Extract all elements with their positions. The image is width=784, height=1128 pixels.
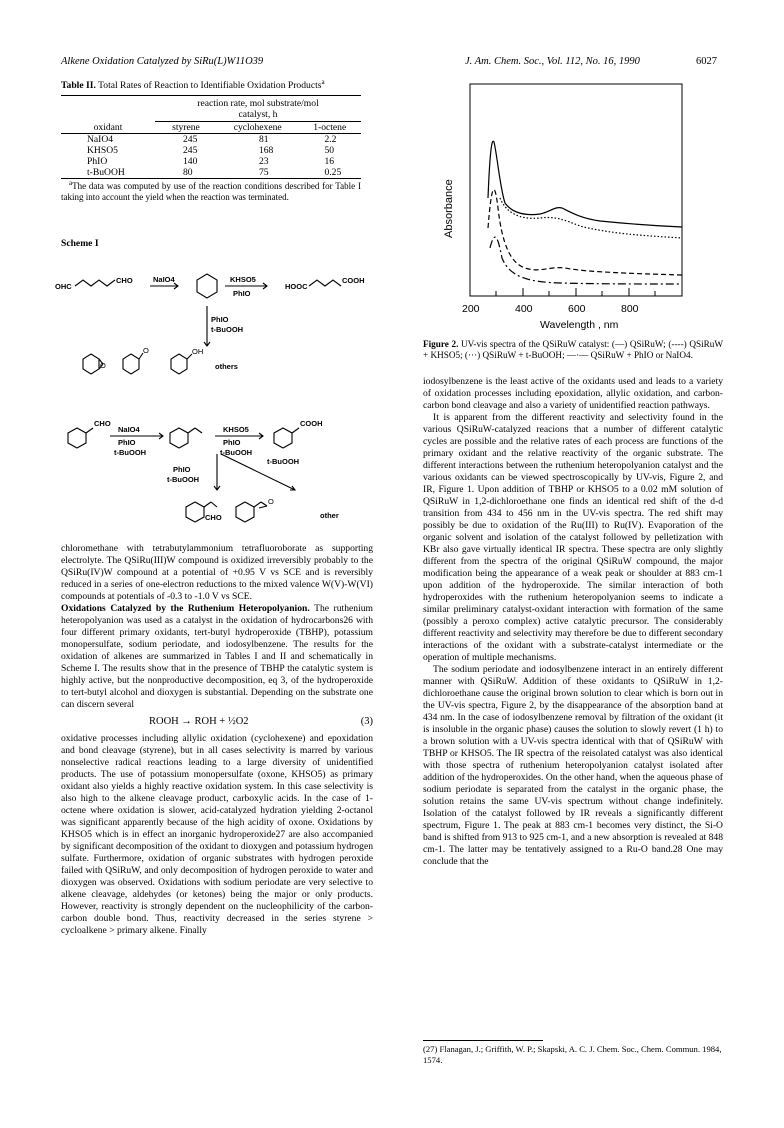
paragraph: chloromethane with tetrabutylammonium tetrafluoroborate as supporting electrolyte. The QSiRu(III)W compound is oxidized irreversibly probably to the QSiRu(IV)W compound at a potential of +0.95 V vs SCE and is reversibly reduced in a series of one-electron reductions to the mixed valence W(V)-W(VI) compounds at potentials of -0.3 to -1.0 V vs SCE. (61, 543, 373, 602)
cyclohexene-ring-1 (197, 274, 217, 298)
zigzag-chain-1 (75, 280, 115, 286)
col-header-cyclohexene: cyclohexene (233, 122, 282, 133)
spectrum-phio-naio4 (490, 237, 682, 284)
x-axis-label: Wavelength , nm (540, 319, 619, 331)
scheme-down1-tbuooh: t-BuOOH (211, 325, 244, 334)
svg-text:O: O (143, 346, 149, 355)
spectrum-khso5 (488, 190, 682, 275)
scheme-r2-phio-2: PhIO (223, 438, 241, 447)
enol-ring (171, 354, 187, 374)
scheme-others: others (215, 362, 238, 371)
left-text-column: chloromethane with tetrabutylammonium tetrafluoroborate as supporting electrolyte. The QSiRu(III)W compound is oxidized irreversibly probably to the QSiRu(IV)W compound at a potential of +0.95 V vs SCE and is reversibly reduced in a series of one-electron reductions to the mixed valence W(V)-W(VI) compounds at potentials of -0.3 to -1.0 V vs SCE. Oxidations Catalyzed by the Ruthenium Heteropolyanion. The ruthenium heteropolyanion was used as a catalyst in the oxidation of hydrocarbons26 with four different primary oxidants, tert-butyl hydroperoxide (TBHP), potassium monopersulfate, sodium periodate, and iodosylbenzene. The results for the oxidation of alkenes are summarized in Tables I and II and schematically in Scheme I. The results show that in the presence of TBHP the catalytic system is highly active, but the nonproductive decomposition, eq 3, of the hydroperoxide to tert-butyl alcohol and dioxygen is substantial. Depending on the substrate one can discern several ROOH → ROH + ½O2 (3) oxidative processes including allylic oxidation (cyclohexene) and epoxidation and bond cleavage (styrene), but in all cases selectivity is marred by various nonselective radical reactions leading to a large diversity of unidentified products. The use of potassium monopersulfate (oxone, KHSO5) as primary oxidant also yields a highly reactive oxidation system. In this case selectivity is also high to the alkene cleavage product, carboxylic acids. In the case of 1-octene where oxidation is slower, acid-catalyzed hydration yielding 2-octanol was significant apparently because of the high acidity of oxone. Oxidations by KHSO5 which is in effect an inorganic hydroperoxide27 are also accompanied by significant decomposition of the oxidant to dioxygen and potassium hydrogen sulfate. Furthermore, oxidation of organic substrates with hydrogen peroxide failed with QSiRuW, and only decomposition of hydrogen peroxide to water and dioxygen was observed. Oxidations with sodium periodate are very selective to alkene cleavage, aldehydes (or ketones) being the major or only products. However, reactivity is strongly dependent on the nucleophilicity of the carbon-carbon double bond. Thus, reactivity decreased in the series styrene > cycloalkene > primary alkene. Finally (61, 543, 373, 936)
scheme-down2-phio: PhIO (173, 465, 191, 474)
scheme-r2-naio4: NaIO4 (118, 425, 140, 434)
enone-ring (123, 354, 139, 374)
zigzag-chain-2 (309, 280, 341, 286)
epoxide-ring (83, 354, 99, 374)
scheme-r1-ohc: OHC (55, 282, 72, 291)
table-footnote: $^a$The data was computed by use of the reaction conditions described for Table I taking into account the yield when the reaction was terminated. (61, 179, 361, 202)
rates-table (61, 96, 361, 179)
x-tick-label: 800 (621, 303, 639, 315)
y-axis-label: Absorbance (443, 179, 455, 238)
scheme-reagent-khso5: KHSO5 (230, 275, 256, 284)
reference-footnote: (27) Flanagan, J.; Griffith, W. P.; Skapski, A. C. J. Chem. Soc., Chem. Commun. 1984, 1574. (423, 1044, 722, 1065)
scheme-diag-tbuooh: t-BuOOH (267, 457, 300, 466)
table-row: NaIO4 245 81 2.2 (87, 134, 337, 145)
scheme-r2-cho: CHO (94, 419, 111, 428)
table-title: Table II. (61, 80, 96, 91)
figure-2-caption: Figure 2. UV-vis spectra of the QSiRuW catalyst: (—) QSiRuW; (----) QSiRuW + KHSO5; (···) QSiRuW + t-BuOOH; —·— QSiRuW + PhIO or NaIO4. (423, 339, 724, 361)
table-caption: Total Rates of Reaction to Identifiable Oxidation Products (98, 80, 322, 91)
scheme-reagent-naio4: NaIO4 (153, 275, 175, 284)
scheme-r3-cho: CHO (205, 513, 222, 522)
x-tick-label: 200 (462, 303, 480, 315)
phenylacetaldehyde-ring (186, 502, 204, 522)
col-header-styrene: styrene (172, 122, 200, 133)
table-ii: Table II. Total Rates of Reaction to Identifiable Oxidation Products$^a$ reaction rate, mol substrate/mol catalyst, h oxidant styrene cyclohexene 1-octene NaIO4 245 81 2.2 KHSO5 245 168 50 PhIO 140 23 16 t-BuOOH 80 75 0.25 $^a$The data was computed by use of the reaction conditions described for Table I taking into account the yield when the reaction was terminated. (61, 77, 361, 202)
scheme-r1-cho: CHO (116, 276, 133, 285)
footnote-divider (423, 1040, 543, 1041)
scheme-r2-tbuooh-2: t-BuOOH (220, 448, 253, 457)
scheme-down1-phio: PhIO (211, 315, 229, 324)
running-header-left: Alkene Oxidation Catalyzed by SiRu(L)W11O39 (61, 56, 264, 67)
scheme-r1-hooc: HOOC (285, 282, 308, 291)
table-row: PhIO 140 23 16 (87, 156, 335, 167)
table-row: KHSO5 245 168 50 (87, 145, 335, 156)
spectrum-qsiruw (488, 141, 682, 227)
paragraph: It is apparent from the different reactivity and selectivity found in the various QSiRuW-catalyzed reacions that a number of different catalytic cycles are possible and the relative rates of each process are functions of the primary oxidant and the relative reactivity of the organic substrate. The different interactions between the ruthenium heteropolyanion catalyst and the various oxidants can be viewed spectroscopically by UV-vis, Figure 2, and IR, Figure 1. Upon addition of TBHP or KHSO5 to a 0.02 mM solution of QSiRuW in 1,2-dichloroethane one finds an identical red shift of the d-d transition from 434 to 456 nm in the UV-vis spectra. The red shift may possibly be due to oxidation of the Ru(III) to Ru(IV). Evaporation of the organic solvent and isolation of the catalyst followed by pelletization with KBr also gave virtually identical IR spectra. These spectra are only slightly different from the spectra of the original QSiRuW compound, the major modification being the appearance of a weak peak or shoulder at 883 cm-1 upon addition of the hydroperoxide. The similar interaction of both hydroperoxides with the ruthenium heteropolyanion seems to indicate a similar preliminary catalyst-oxidant interaction with formation of the same (possibly a peroxo complex) active catalytic precursor. The considerably different reactivity and selectivity may therefore be due to different secondary interactions of the oxidant with a substrate-catalyst intermediate or the operation of multiple mechanisms. (423, 412, 723, 663)
scheme-r2-tbuooh: t-BuOOH (114, 448, 147, 457)
svg-text:OH: OH (192, 347, 204, 356)
scheme-i-drawing (55, 250, 375, 530)
scheme-reagent-phio: PhIO (233, 289, 251, 298)
x-tick-label: 600 (568, 303, 586, 315)
paragraph: oxidative processes including allylic oxidation (cyclohexene) and epoxidation and bond cleavage (styrene), but in all cases selectivity is marred by various nonselective radical reactions leading to a large diversity of unidentified products. The use of potassium monopersulfate (oxone, KHSO5) as primary oxidant also yields a highly reactive oxidation system. In this case selectivity is also high to the alkene cleavage product, carboxylic acids. In the case of 1-octene where oxidation is slower, acid-catalyzed hydration yielding 2-octanol was significant apparently because of the high acidity of oxone. Oxidations by KHSO5 which is in effect an inorganic hydroperoxide27 are also accompanied by significant decomposition of the oxidant to dioxygen and potassium hydrogen sulfate. Furthermore, oxidation of organic substrates with hydrogen peroxide failed with QSiRuW, and only decomposition of hydrogen peroxide to water and dioxygen was observed. Oxidations with sodium periodate are very selective to alkene cleavage, aldehydes (or ketones) being the major or only products. However, reactivity is strongly dependent on the nucleophilicity of the carbon-carbon double bond. Thus, reactivity decreased in the series styrene > cycloalkene > primary alkene. Finally (61, 733, 373, 936)
table-row: t-BuOOH 80 75 0.25 (61, 167, 361, 179)
styrene-ring (170, 428, 188, 448)
col-header-oxidant: oxidant (93, 121, 123, 133)
running-header-journal: J. Am. Chem. Soc., Vol. 112, No. 16, 1990 (465, 56, 640, 67)
col-header-octene: 1-octene (313, 122, 347, 133)
benzaldehyde-ring (68, 428, 86, 448)
page-number: 6027 (696, 56, 717, 67)
scheme-r3-other: other (320, 511, 339, 520)
figure-2-uv-vis-spectrum (440, 68, 700, 338)
table-group-header: reaction rate, mol substrate/mol catalyst, h (155, 96, 361, 122)
scheme-r2-khso5: KHSO5 (223, 425, 249, 434)
right-text-column (423, 376, 723, 868)
svg-text:O: O (100, 361, 106, 370)
scheme-r2-phio: PhIO (118, 438, 136, 447)
section-heading: Oxidations Catalyzed by the Ruthenium Heteropolyanion. (61, 603, 310, 614)
paragraph: iodosylbenzene is the least active of the oxidants used and leads to a variety of oxidation processes including epoxidation, allylic oxidation, and carbon-carbon bond cleavage and also a variety of unidentified reaction pathways. (423, 376, 723, 411)
svg-text:O: O (268, 497, 274, 506)
spectrum-tbuooh (500, 198, 682, 238)
scheme-r2-cooh: COOH (300, 419, 323, 428)
x-tick-label: 400 (515, 303, 533, 315)
scheme-down2-tbuooh: t-BuOOH (167, 475, 200, 484)
paragraph: The sodium periodate and iodosylbenzene interact in an entirely different manner with QSiRuW. Addition of these oxidants to QSiRuW in 1,2-dichloroethane cause the original brown solution to clear which is born out in the UV-vis spectra, Figure 2, by the disappearance of the absorption band at 434 nm. In the case of iodosylbenzene removal by filtration of the oxidant (it is insoluble in the organic phase) causes the solution to slowly revert (1 h) to a brown solution with a UV-vis spectra identical with that of QSiRuW with TBHP or KHSO5. The IR spectra of the reisolated catalyst was also identical with those spectra of ruthenium heteropolyanion catalyst isolated after addition of the hydroperoxides. On the other hand, when the aqueous phase of sodium periodate is separated from the catalyst in the organic phase, the solution retains the same UV-vis spectrum without change indefinitely. Isolation of the catalyst followed by IR reveals a significantly different spectrum, Figure 1. The peak at 883 cm-1 becomes very distinct, the Si-O band is shifted from 913 to 925 cm-1, and a new absorption is revealed at 848 cm-1. The latter may be tentatively assigned to a Ru-O band.28 One may conclude that the (423, 664, 723, 867)
benzoic-acid-ring (274, 428, 292, 448)
scheme-title: Scheme I (61, 238, 99, 249)
equation-3: ROOH → ROH + ½O2 (3) (149, 716, 373, 727)
scheme-r1-cooh: COOH (342, 276, 365, 285)
styrene-oxide-ring (236, 502, 254, 522)
